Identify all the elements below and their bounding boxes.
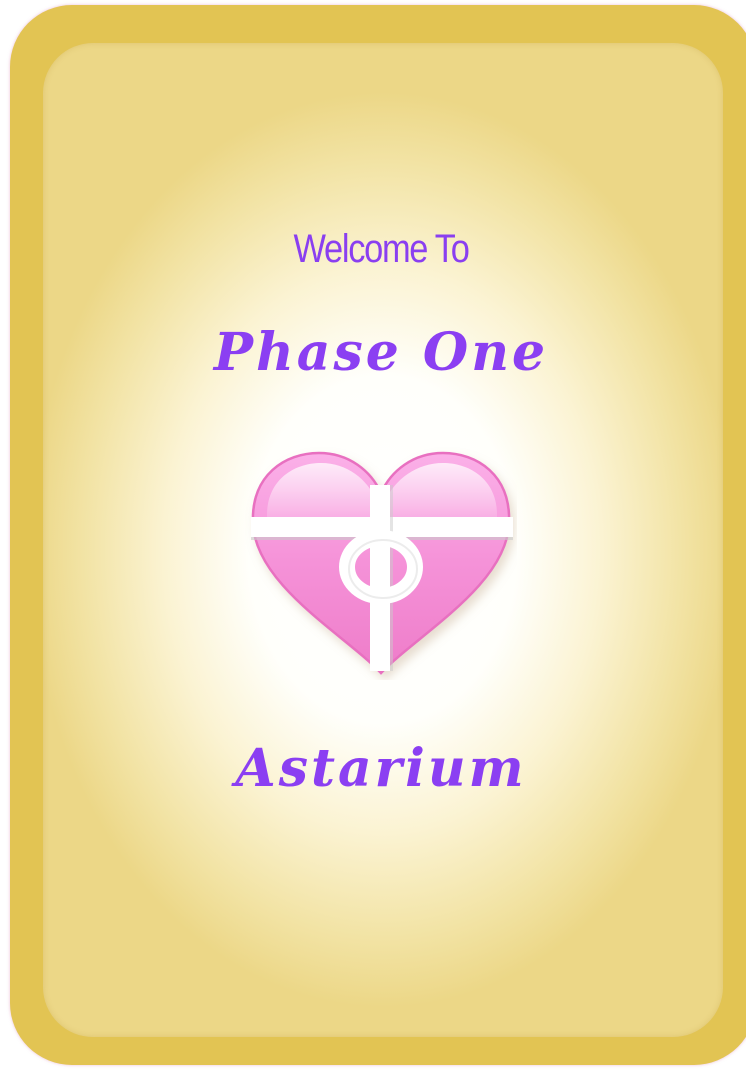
title-phase-one: Phase One xyxy=(213,322,549,383)
welcome-text: Welcome To xyxy=(293,227,469,271)
heart-cross-phi-icon xyxy=(245,445,517,680)
title-astarium: Astarium xyxy=(235,738,527,799)
